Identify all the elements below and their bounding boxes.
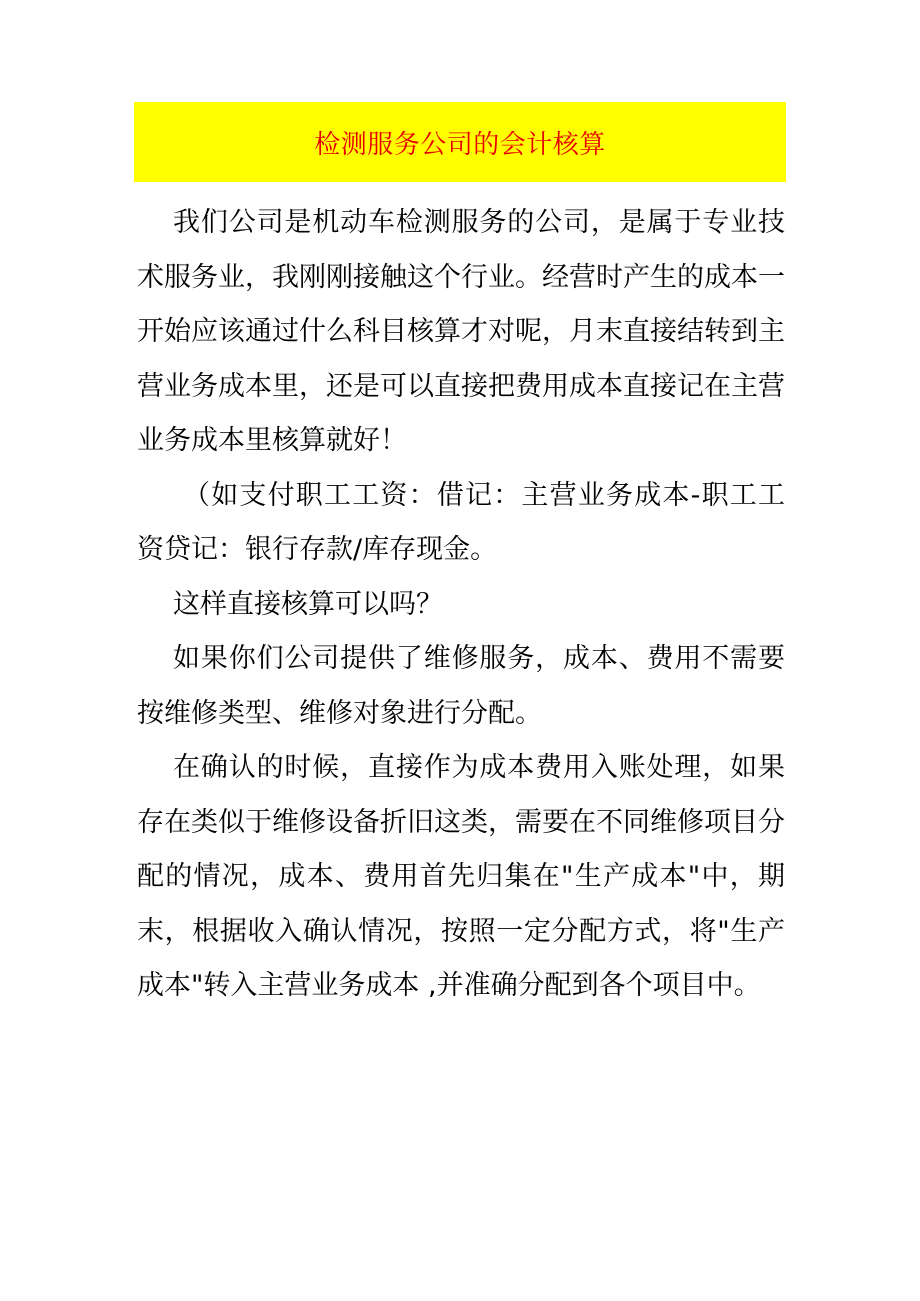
document-title: 检测服务公司的会计核算 (314, 129, 606, 160)
paragraph-example-entry: （如支付职工工资：借记：主营业务成本-职工工资贷记：银行存款/库存现金。 (137, 479, 785, 565)
paragraph-answer-repair: 如果你们公司提供了维修服务，成本、费用不需要按维修类型、维修对象进行分配。 (137, 643, 785, 729)
paragraph-answer-allocation: 在确认的时候，直接作为成本费用入账处理，如果存在类似于维修设备折旧这类，需要在不同维修项目分配的情况，成本、费用首先归集在"生产成本"中，期末，根据收入确认情况，按照一定分配方式，将"生产成本"转入主营业务成本 ,并准确分配到各个项目中。 (137, 752, 785, 1001)
paragraph-ask: 这样直接核算可以吗？ (173, 588, 443, 620)
paragraph-question: 我们公司是机动车检测服务的公司，是属于专业技术服务业，我刚刚接触这个行业。经营时产生的成本一开始应该通过什么科目核算才对呢，月末直接结转到主营业务成本里，还是可以直接把费用成本直接记在主营业务成本里核算就好！ (137, 207, 785, 456)
document-body (137, 196, 785, 1014)
title-banner (134, 102, 786, 182)
